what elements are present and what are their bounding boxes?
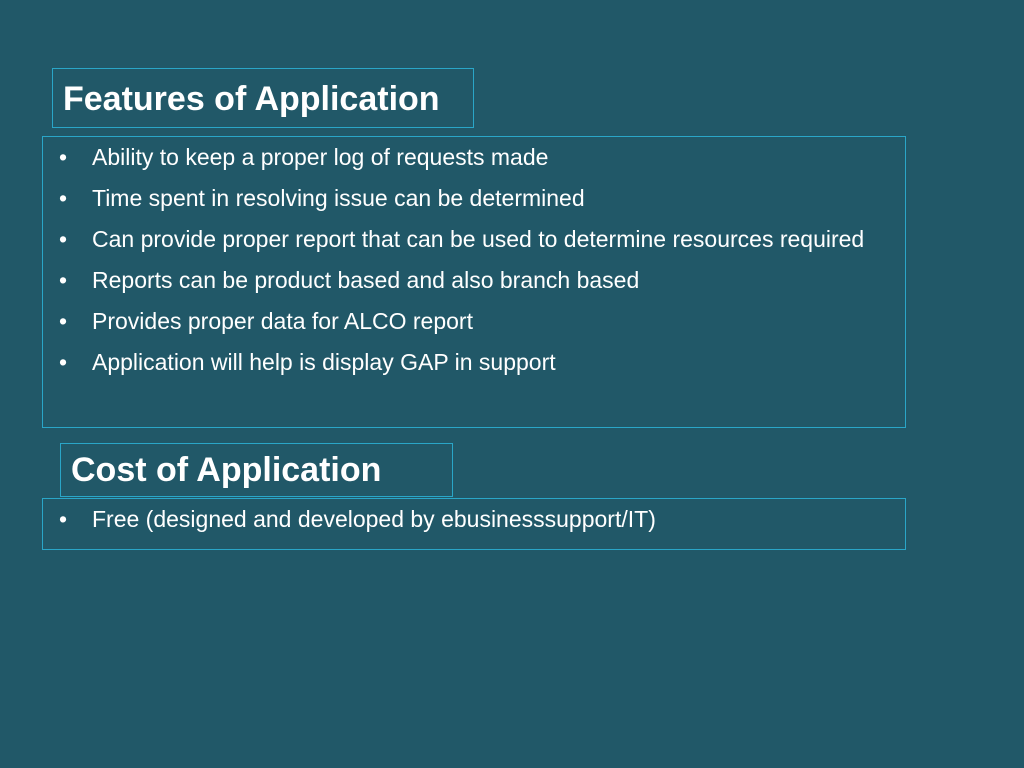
list-item-text: Reports can be product based and also branch based xyxy=(92,267,640,293)
bullet-icon: • xyxy=(58,185,68,211)
list-item xyxy=(43,264,905,297)
list-item xyxy=(43,182,905,215)
list-item-text: Can provide proper report that can be used to determine resources required xyxy=(92,226,865,252)
list-item xyxy=(43,346,905,379)
cost-title: Cost of Application xyxy=(60,443,453,497)
bullet-icon: • xyxy=(58,308,68,334)
bullet-icon: • xyxy=(58,506,68,532)
cost-list-box xyxy=(42,498,906,550)
list-item xyxy=(43,223,905,256)
list-item-text: Ability to keep a proper log of requests made xyxy=(92,144,549,170)
list-item-text: Time spent in resolving issue can be determined xyxy=(92,185,585,211)
cost-list xyxy=(43,503,905,536)
bullet-icon: • xyxy=(58,226,68,252)
features-list-box xyxy=(42,136,906,428)
list-item xyxy=(43,305,905,338)
list-item xyxy=(43,141,905,174)
list-item-text: Free (designed and developed by ebusinesssupport/IT) xyxy=(92,506,656,532)
list-item-text: Provides proper data for ALCO report xyxy=(92,308,473,334)
bullet-icon: • xyxy=(58,144,68,170)
list-item xyxy=(43,503,905,536)
bullet-icon: • xyxy=(58,349,68,375)
bullet-icon: • xyxy=(58,267,68,293)
features-title: Features of Application xyxy=(52,68,474,128)
list-item-text: Application will help is display GAP in support xyxy=(92,349,556,375)
features-list xyxy=(43,141,905,379)
